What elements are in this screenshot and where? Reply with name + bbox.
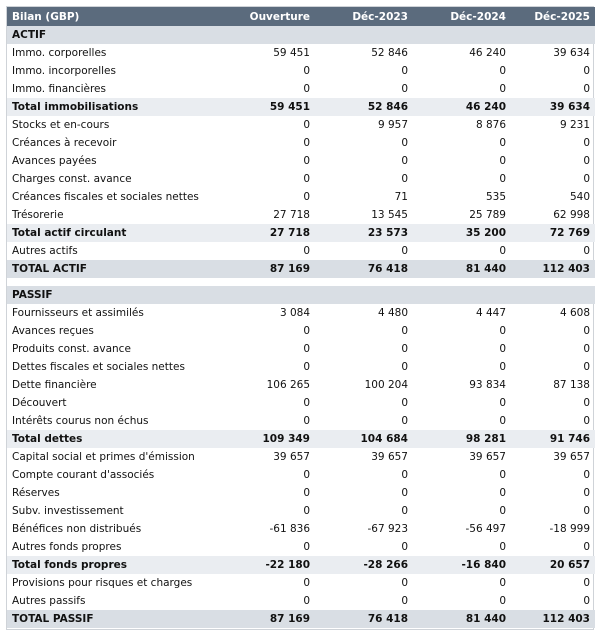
value-cell: 72 769 bbox=[511, 224, 595, 242]
value-cell: 39 657 bbox=[469, 451, 506, 463]
value-cell: 0 bbox=[499, 415, 506, 427]
value-cell: 87 169 bbox=[226, 610, 315, 628]
value-cell: 0 bbox=[499, 173, 506, 185]
value-cell: 0 bbox=[583, 595, 590, 607]
value-cell: 0 bbox=[401, 245, 408, 257]
value-cell: 0 bbox=[401, 415, 408, 427]
value-cell: 0 bbox=[499, 137, 506, 149]
table-row bbox=[7, 44, 595, 62]
value-cell: 81 440 bbox=[413, 610, 511, 628]
value-cell: 0 bbox=[583, 487, 590, 499]
value-cell: 87 169 bbox=[226, 260, 315, 278]
table-row bbox=[7, 412, 595, 430]
value-cell: -56 497 bbox=[465, 523, 506, 535]
subtotal-row bbox=[7, 430, 595, 448]
value-cell: 0 bbox=[499, 505, 506, 517]
table-row bbox=[7, 376, 595, 394]
value-cell: 112 403 bbox=[511, 260, 595, 278]
subtotal-row bbox=[7, 556, 595, 574]
row-label: TOTAL PASSIF bbox=[7, 610, 226, 628]
value-cell: 535 bbox=[485, 191, 506, 203]
value-cell: 0 bbox=[583, 397, 590, 409]
value-cell: 0 bbox=[401, 487, 408, 499]
header-title: Bilan (GBP) bbox=[7, 7, 226, 26]
value-cell: 0 bbox=[583, 505, 590, 517]
section-header-actif bbox=[7, 26, 595, 44]
table-row bbox=[7, 188, 595, 206]
value-cell: 0 bbox=[499, 343, 506, 355]
table-row bbox=[7, 170, 595, 188]
row-label: Avances payées bbox=[12, 155, 97, 167]
table-row bbox=[7, 520, 595, 538]
subtotal-row bbox=[7, 224, 595, 242]
value-cell: -28 266 bbox=[315, 556, 413, 574]
table-row bbox=[7, 242, 595, 260]
value-cell: 0 bbox=[583, 541, 590, 553]
table-row bbox=[7, 80, 595, 98]
value-cell: 76 418 bbox=[315, 260, 413, 278]
value-cell: 39 634 bbox=[553, 47, 590, 59]
value-cell: 0 bbox=[303, 487, 310, 499]
value-cell: 0 bbox=[583, 155, 590, 167]
table-row bbox=[7, 322, 595, 340]
row-label: Autres passifs bbox=[12, 595, 86, 607]
row-label: Trésorerie bbox=[12, 209, 64, 221]
value-cell: 46 240 bbox=[413, 98, 511, 116]
value-cell: 540 bbox=[569, 191, 590, 203]
value-cell: 0 bbox=[401, 65, 408, 77]
value-cell: 0 bbox=[401, 397, 408, 409]
value-cell: 0 bbox=[583, 325, 590, 337]
value-cell: 23 573 bbox=[315, 224, 413, 242]
table-row bbox=[7, 448, 595, 466]
table-row bbox=[7, 538, 595, 556]
section-title: PASSIF bbox=[7, 286, 595, 304]
row-label: Autres fonds propres bbox=[12, 541, 122, 553]
value-cell: 0 bbox=[583, 173, 590, 185]
row-label: Compte courant d'associés bbox=[12, 469, 155, 481]
value-cell: 93 834 bbox=[469, 379, 506, 391]
value-cell: 0 bbox=[303, 469, 310, 481]
value-cell: 25 789 bbox=[469, 209, 506, 221]
value-cell: -16 840 bbox=[413, 556, 511, 574]
section-spacer bbox=[7, 278, 595, 286]
table-row bbox=[7, 304, 595, 322]
header-year: Déc-2024 bbox=[413, 7, 511, 26]
value-cell: 0 bbox=[583, 343, 590, 355]
value-cell: 109 349 bbox=[226, 430, 315, 448]
header-opening: Ouverture bbox=[226, 7, 315, 26]
value-cell: 0 bbox=[499, 245, 506, 257]
passif-section bbox=[7, 286, 595, 628]
value-cell: 0 bbox=[401, 505, 408, 517]
value-cell: 0 bbox=[401, 155, 408, 167]
value-cell: 0 bbox=[401, 83, 408, 95]
value-cell: 0 bbox=[303, 245, 310, 257]
value-cell: 76 418 bbox=[315, 610, 413, 628]
row-label: Stocks et en-cours bbox=[12, 119, 110, 131]
row-label: Total dettes bbox=[7, 430, 226, 448]
row-label: Découvert bbox=[12, 397, 67, 409]
value-cell: 0 bbox=[401, 343, 408, 355]
row-label: Autres actifs bbox=[12, 245, 78, 257]
subtotal-row bbox=[7, 98, 595, 116]
value-cell: 0 bbox=[583, 245, 590, 257]
value-cell: 4 608 bbox=[559, 307, 590, 319]
value-cell: 0 bbox=[583, 83, 590, 95]
value-cell: 87 138 bbox=[553, 379, 590, 391]
value-cell: -67 923 bbox=[367, 523, 408, 535]
value-cell: 0 bbox=[303, 83, 310, 95]
row-label: Intérêts courus non échus bbox=[12, 415, 149, 427]
value-cell: 98 281 bbox=[413, 430, 511, 448]
value-cell: 9 231 bbox=[559, 119, 590, 131]
value-cell: 0 bbox=[499, 469, 506, 481]
row-label: Immo. incorporelles bbox=[12, 65, 116, 77]
table-row bbox=[7, 340, 595, 358]
row-label: Produits const. avance bbox=[12, 343, 131, 355]
value-cell: 0 bbox=[303, 361, 310, 373]
row-label: Immo. corporelles bbox=[12, 47, 107, 59]
value-cell: 106 265 bbox=[266, 379, 310, 391]
row-label: Immo. financières bbox=[12, 83, 106, 95]
value-cell: 112 403 bbox=[511, 610, 595, 628]
value-cell: 39 657 bbox=[553, 451, 590, 463]
value-cell: 59 451 bbox=[226, 98, 315, 116]
value-cell: 0 bbox=[499, 83, 506, 95]
value-cell: 3 084 bbox=[279, 307, 310, 319]
value-cell: 0 bbox=[303, 577, 310, 589]
table-row bbox=[7, 62, 595, 80]
value-cell: 27 718 bbox=[226, 224, 315, 242]
value-cell: 39 657 bbox=[371, 451, 408, 463]
value-cell: 71 bbox=[394, 191, 408, 203]
value-cell: 0 bbox=[401, 595, 408, 607]
value-cell: 0 bbox=[401, 541, 408, 553]
row-label: Total actif circulant bbox=[7, 224, 226, 242]
value-cell: 0 bbox=[583, 415, 590, 427]
value-cell: 0 bbox=[401, 325, 408, 337]
row-label: Subv. investissement bbox=[12, 505, 124, 517]
header-year: Déc-2025 bbox=[511, 7, 595, 26]
value-cell: 13 545 bbox=[371, 209, 408, 221]
table-row bbox=[7, 574, 595, 592]
value-cell: 39 634 bbox=[511, 98, 595, 116]
value-cell: 0 bbox=[499, 577, 506, 589]
actif-section bbox=[7, 26, 595, 278]
grand-total-row bbox=[7, 260, 595, 278]
value-cell: 8 876 bbox=[475, 119, 506, 131]
table-row bbox=[7, 134, 595, 152]
value-cell: 0 bbox=[303, 191, 310, 203]
row-label: TOTAL ACTIF bbox=[7, 260, 226, 278]
value-cell: -22 180 bbox=[226, 556, 315, 574]
value-cell: 0 bbox=[401, 577, 408, 589]
table-row bbox=[7, 358, 595, 376]
value-cell: 104 684 bbox=[315, 430, 413, 448]
value-cell: 0 bbox=[583, 361, 590, 373]
balance-sheet-panel bbox=[6, 6, 594, 630]
value-cell: 62 998 bbox=[553, 209, 590, 221]
row-label: Total immobilisations bbox=[7, 98, 226, 116]
row-label: Dettes fiscales et sociales nettes bbox=[12, 361, 185, 373]
row-label: Capital social et primes d'émission bbox=[12, 451, 195, 463]
value-cell: 0 bbox=[499, 487, 506, 499]
table-row bbox=[7, 502, 595, 520]
spacer-cell bbox=[7, 278, 595, 286]
value-cell: 91 746 bbox=[511, 430, 595, 448]
value-cell: 0 bbox=[499, 397, 506, 409]
value-cell: 0 bbox=[303, 173, 310, 185]
value-cell: 0 bbox=[401, 361, 408, 373]
row-label: Créances à recevoir bbox=[12, 137, 117, 149]
value-cell: 0 bbox=[499, 595, 506, 607]
table-row bbox=[7, 466, 595, 484]
row-label: Charges const. avance bbox=[12, 173, 132, 185]
table-row bbox=[7, 394, 595, 412]
value-cell: 4 480 bbox=[377, 307, 408, 319]
value-cell: 0 bbox=[401, 173, 408, 185]
row-label: Créances fiscales et sociales nettes bbox=[12, 191, 199, 203]
value-cell: -18 999 bbox=[549, 523, 590, 535]
table-row bbox=[7, 152, 595, 170]
value-cell: 27 718 bbox=[273, 209, 310, 221]
value-cell: 0 bbox=[303, 119, 310, 131]
value-cell: 46 240 bbox=[469, 47, 506, 59]
value-cell: 0 bbox=[303, 343, 310, 355]
section-title: ACTIF bbox=[7, 26, 595, 44]
value-cell: 0 bbox=[499, 541, 506, 553]
value-cell: 0 bbox=[499, 325, 506, 337]
value-cell: 0 bbox=[303, 65, 310, 77]
row-label: Dette financière bbox=[12, 379, 97, 391]
value-cell: 0 bbox=[303, 595, 310, 607]
value-cell: 20 657 bbox=[511, 556, 595, 574]
value-cell: 35 200 bbox=[413, 224, 511, 242]
table-row bbox=[7, 592, 595, 610]
section-header-passif bbox=[7, 286, 595, 304]
row-label: Réserves bbox=[12, 487, 60, 499]
value-cell: 59 451 bbox=[273, 47, 310, 59]
value-cell: 4 447 bbox=[475, 307, 506, 319]
value-cell: 0 bbox=[303, 505, 310, 517]
value-cell: 52 846 bbox=[371, 47, 408, 59]
value-cell: 81 440 bbox=[413, 260, 511, 278]
value-cell: 100 204 bbox=[364, 379, 408, 391]
value-cell: 0 bbox=[303, 155, 310, 167]
row-label: Provisions pour risques et charges bbox=[12, 577, 193, 589]
row-label: Bénéfices non distribués bbox=[12, 523, 142, 535]
value-cell: -61 836 bbox=[269, 523, 310, 535]
value-cell: 0 bbox=[303, 415, 310, 427]
value-cell: 0 bbox=[499, 361, 506, 373]
value-cell: 0 bbox=[303, 397, 310, 409]
value-cell: 0 bbox=[499, 65, 506, 77]
header-year: Déc-2023 bbox=[315, 7, 413, 26]
value-cell: 0 bbox=[303, 325, 310, 337]
grand-total-row bbox=[7, 610, 595, 628]
value-cell: 39 657 bbox=[273, 451, 310, 463]
value-cell: 0 bbox=[401, 469, 408, 481]
table-row bbox=[7, 484, 595, 502]
value-cell: 0 bbox=[303, 137, 310, 149]
table-row bbox=[7, 206, 595, 224]
value-cell: 0 bbox=[583, 65, 590, 77]
value-cell: 0 bbox=[303, 541, 310, 553]
row-label: Total fonds propres bbox=[7, 556, 226, 574]
value-cell: 0 bbox=[583, 577, 590, 589]
table-row bbox=[7, 116, 595, 134]
value-cell: 0 bbox=[499, 155, 506, 167]
balance-sheet-table bbox=[7, 7, 595, 628]
value-cell: 0 bbox=[583, 137, 590, 149]
row-label: Avances reçues bbox=[12, 325, 94, 337]
value-cell: 9 957 bbox=[377, 119, 408, 131]
value-cell: 52 846 bbox=[315, 98, 413, 116]
row-label: Fournisseurs et assimilés bbox=[12, 307, 144, 319]
table-header-row bbox=[7, 7, 595, 26]
value-cell: 0 bbox=[401, 137, 408, 149]
value-cell: 0 bbox=[583, 469, 590, 481]
